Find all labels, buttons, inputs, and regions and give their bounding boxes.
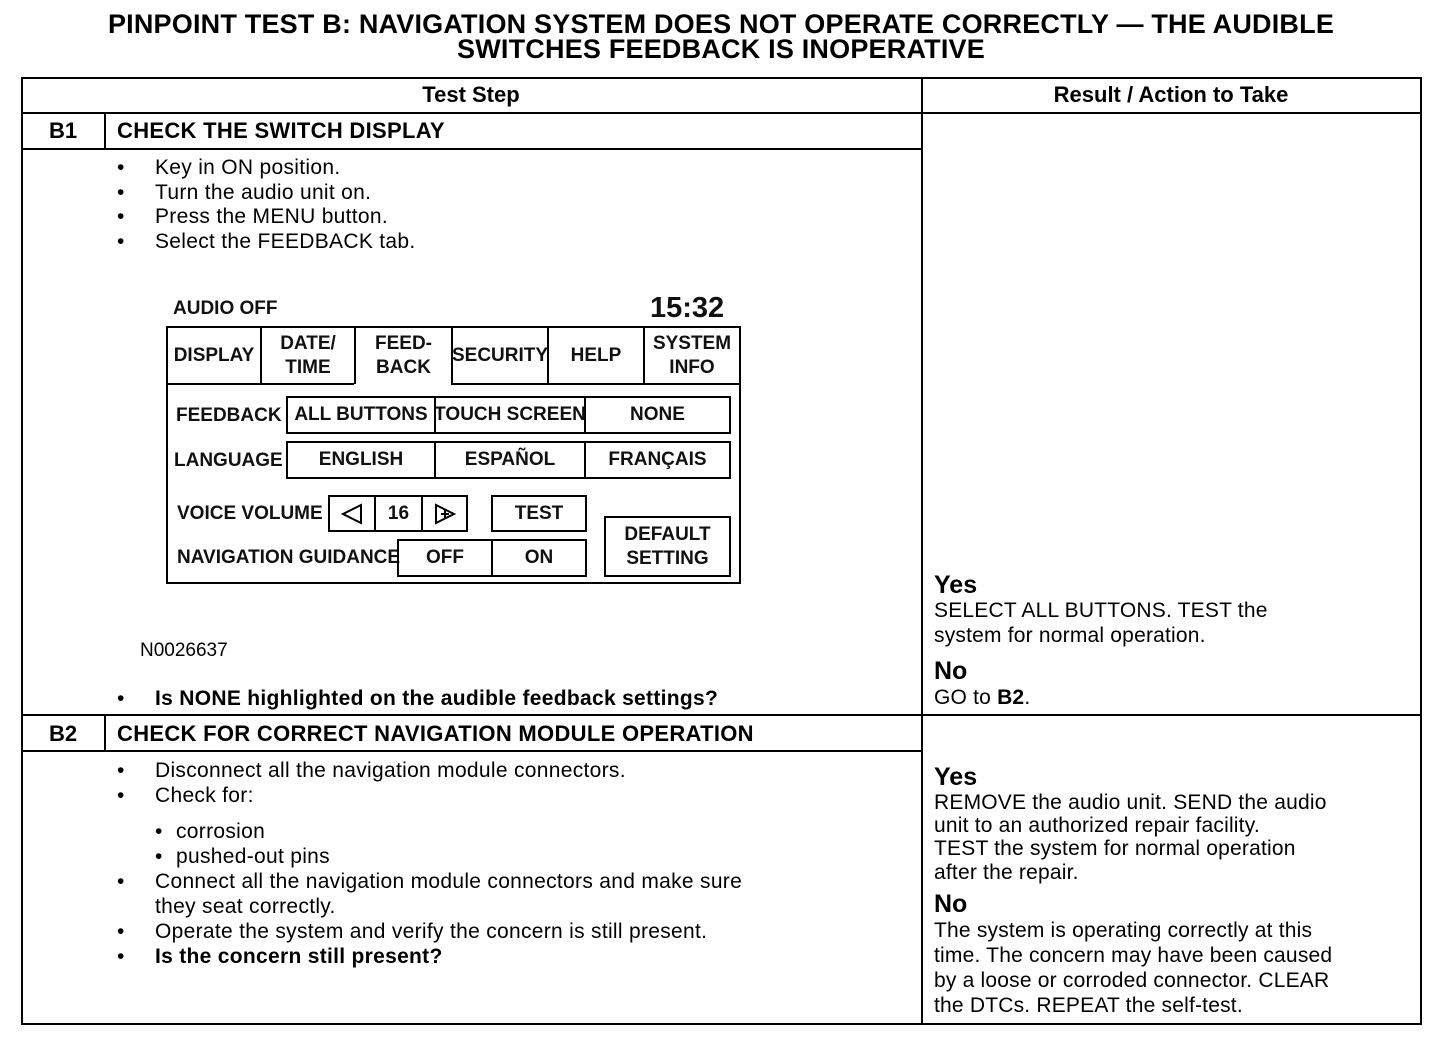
audio-status: AUDIO OFF — [173, 298, 278, 319]
b1-step-heading: CHECK THE SWITCH DISPLAY — [117, 118, 445, 143]
tab-help[interactable]: HELP — [570, 345, 622, 366]
b1-question: • Is NONE highlighted on the audible feedback settings? — [117, 687, 719, 710]
tab-display[interactable]: DISPLAY — [173, 345, 255, 366]
tab-feedback[interactable]: FEED- BACK — [375, 333, 432, 378]
b2-step-2: • Check for: — [117, 784, 254, 807]
volume-up-button[interactable] — [423, 497, 466, 530]
b1-no-action: GO to B2. — [934, 686, 1031, 709]
tab-security[interactable]: SECURITY — [451, 345, 549, 366]
b1-step-3: • Press the MENU button. — [117, 205, 389, 228]
b1-step-number: B1 — [48, 118, 78, 143]
feedback-label: FEEDBACK — [176, 405, 282, 426]
column-divider — [921, 77, 923, 1025]
title-line-2: SWITCHES FEEDBACK IS INOPERATIVE — [457, 34, 985, 64]
b2-yes-line-3: TEST the system for normal operation — [934, 837, 1296, 860]
b1-step-1: • Key in ON position. — [117, 156, 341, 179]
b1-no-label: No — [934, 657, 968, 685]
header-test-step: Test Step — [422, 82, 520, 107]
b2-step-1: • Disconnect all the navigation module connectors. — [117, 759, 626, 782]
navigation-guidance-off[interactable]: OFF — [426, 547, 464, 568]
default-setting-button[interactable]: DEFAULT SETTING — [604, 516, 731, 577]
header-rule — [21, 112, 1422, 114]
page-title — [0, 9, 1442, 64]
b2-sub-1: • corrosion — [155, 820, 266, 843]
clock: 15:32 — [650, 292, 725, 324]
figure-id: N0026637 — [140, 640, 228, 661]
b1-yes-line-2: system for normal operation. — [934, 624, 1206, 647]
b2-yes-label: Yes — [934, 763, 978, 791]
header-result: Result / Action to Take — [1053, 82, 1289, 107]
voice-volume-value: 16 — [387, 502, 410, 524]
language-francais[interactable]: FRANÇAIS — [608, 449, 707, 470]
b1-yes-line-1: SELECT ALL BUTTONS. TEST the — [934, 599, 1268, 622]
tab-date-time[interactable]: DATE/ TIME — [280, 333, 336, 378]
triangle-right-plus-icon — [432, 502, 458, 526]
language-label: LANGUAGE — [174, 450, 283, 471]
b1-heading-rule — [21, 148, 922, 150]
b2-heading-rule — [21, 750, 922, 752]
b2-no-line-4: the DTCs. REPEAT the self-test. — [934, 994, 1243, 1017]
b2-step-number: B2 — [48, 721, 78, 746]
b2-no-label: No — [934, 890, 968, 918]
navigation-guidance-on[interactable]: ON — [524, 547, 554, 568]
b2-no-line-2: time. The concern may have been caused — [934, 944, 1333, 967]
voice-volume-label: VOICE VOLUME — [177, 503, 323, 524]
b2-reference[interactable]: B2 — [997, 686, 1025, 709]
language-english[interactable]: ENGLISH — [318, 449, 404, 470]
b2-yes-line-2: unit to an authorized repair facility. — [934, 814, 1260, 837]
b2-yes-line-1: REMOVE the audio unit. SEND the audio — [934, 791, 1327, 814]
feedback-touch-screen[interactable]: TOUCH SCREEN — [434, 404, 586, 425]
b1-b2-rule — [21, 714, 1422, 716]
b2-step-4: • Operate the system and verify the concern is still present. — [117, 920, 708, 943]
b1-step-4: • Select the FEEDBACK tab. — [117, 230, 416, 253]
triangle-left-icon — [339, 502, 365, 526]
navigation-guidance-label: NAVIGATION GUIDANCE — [177, 547, 401, 568]
test-button[interactable]: TEST — [491, 495, 587, 532]
b2-step-heading: CHECK FOR CORRECT NAVIGATION MODULE OPERATION — [117, 721, 754, 746]
b2-question: • Is the concern still present? — [117, 945, 443, 968]
b2-sub-2: • pushed-out pins — [155, 845, 330, 868]
b1-yes-label: Yes — [934, 571, 978, 599]
feedback-none[interactable]: NONE — [630, 404, 685, 425]
feedback-all-buttons[interactable]: ALL BUTTONS — [294, 404, 428, 425]
language-espanol[interactable]: ESPAÑOL — [464, 449, 556, 470]
b1-step-2: • Turn the audio unit on. — [117, 181, 372, 204]
title-line-1: PINPOINT TEST B: NAVIGATION SYSTEM DOES NOT OPERATE CORRECTLY — THE AUDIBLE — [107, 9, 1335, 39]
tab-system-info[interactable]: SYSTEM INFO — [652, 333, 732, 378]
b2-no-line-3: by a loose or corroded connector. CLEAR — [934, 969, 1330, 992]
volume-down-button[interactable] — [330, 497, 374, 530]
b2-no-line-1: The system is operating correctly at this — [934, 919, 1313, 942]
b2-step-3: • Connect all the navigation module connectors and make sure they seat correctly. — [117, 870, 743, 918]
b2-yes-line-4: after the repair. — [934, 861, 1079, 884]
